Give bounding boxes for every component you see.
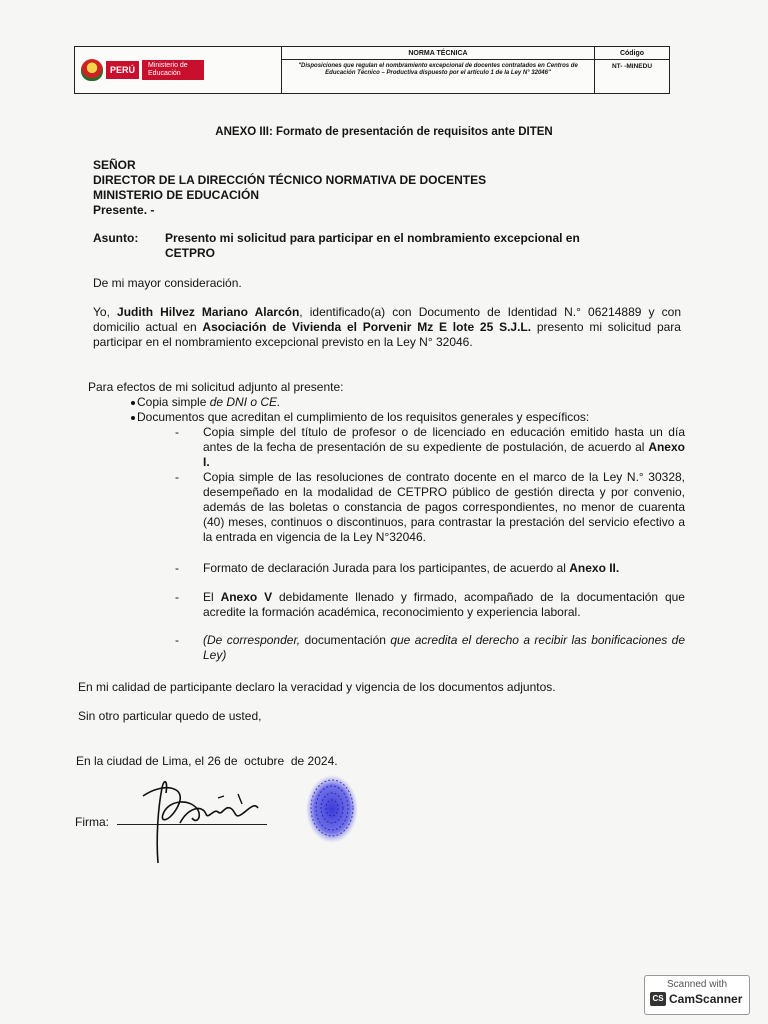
requirement-item (175, 590, 685, 620)
body-paragraph (93, 305, 681, 350)
dash: - (175, 470, 179, 484)
norm-title: NORMA TÉCNICA (282, 47, 594, 60)
item-text: Copia simple del título de profesor o de licenciado en educación emitido hasta un día antes de la fecha de presentación de su expediente de postulación, de acuerdo al (203, 425, 685, 454)
city-date-line (76, 754, 338, 769)
item-text: El (203, 590, 221, 604)
attachments-intro: Para efectos de mi solicitud adjunto al presente: (88, 380, 344, 394)
item-text: Copia simple de las resoluciones de contrato docente en el marco de la Ley N.° 30328, desempeñado en la modalidad de CETPRO público de gestión directa y por convenio, además de las boletas o constancia de pagos correspondientes, no menor de cuarenta (40) meses, continuos o discontinuos, para contrastar la prestación del servicio efectivo a la entrada en vigencia de la Ley N°32046. (203, 470, 685, 544)
bullet-text: Documentos que acreditan el cumplimiento de los requisitos generales y específicos: (137, 410, 590, 424)
subject-block (93, 231, 683, 261)
code-cell (595, 47, 669, 93)
coat-of-arms-icon (81, 59, 103, 81)
ministry-logo (75, 47, 282, 93)
date-month: octubre (244, 754, 285, 768)
scanned-with-text: Scanned with (666, 979, 728, 990)
item-italic: que acredita el derecho a recibir las bonificaciones de Ley) (203, 633, 686, 662)
bullet-item (131, 410, 589, 425)
requirement-item (175, 633, 685, 663)
body-text: , identificado(a) con Documento de Identidad N.° 06214889 y con domicilio actual en (93, 305, 681, 334)
item-italic: (De corresponder, (203, 633, 301, 647)
applicant-name: Judith Hilvez Mariano Alarcón (117, 305, 300, 319)
date-day: 26 (207, 754, 221, 768)
dash: - (175, 561, 179, 575)
subject-text-2: CETPRO (165, 246, 216, 260)
closing-farewell: Sin otro particular quedo de usted, (78, 709, 262, 723)
requirement-item (175, 470, 685, 545)
closing-statement: En mi calidad de participante declaro la veracidad y vigencia de los documentos adjuntos. (78, 680, 556, 694)
code-title: Código (595, 47, 669, 60)
code-value: NT- -MINEDU (611, 63, 653, 70)
camscanner-logo-icon: CS (650, 992, 666, 1006)
subject-text: Presento mi solicitud para participar en el nombramiento excepcional en (165, 231, 580, 245)
greeting: De mi mayor consideración. (93, 276, 242, 290)
subject-label: Asunto: (93, 231, 139, 245)
addressee-line: SEÑOR (93, 158, 136, 172)
fingerprint-icon (302, 772, 362, 847)
bullet-icon (131, 416, 135, 420)
dash: - (175, 633, 179, 647)
item-text: debidamente llenado y firmado, acompañado de la documentación que acredite la formación académica, reconocimiento y experiencia laboral. (203, 590, 685, 619)
handwritten-signature (118, 768, 268, 868)
addressee-line: MINISTERIO DE EDUCACIÓN (93, 188, 260, 202)
camscanner-watermark (644, 975, 750, 1015)
item-bold: Anexo II. (569, 561, 620, 575)
bullet-text: Copia simple (137, 395, 210, 409)
item-text: documentación (300, 633, 391, 647)
bullet-item (131, 395, 280, 410)
body-text: presento mi solicitud para participar en el nombramiento excepcional previsto en la Ley N° 32046. (93, 320, 681, 349)
header-table (74, 46, 670, 94)
addressee-block (93, 158, 486, 218)
document-title: ANEXO III: Formato de presentación de requisitos ante DITEN (215, 126, 553, 138)
body-text: Yo, (93, 305, 118, 319)
date-year: de 2024. (290, 754, 338, 768)
city-text: En la ciudad de Lima, el (76, 754, 205, 768)
norm-cell (282, 47, 595, 93)
addressee-line: DIRECTOR DE LA DIRECCIÓN TÉCNICO NORMATIVA DE DOCENTES (93, 173, 487, 187)
signature-label: Firma: (75, 815, 109, 829)
dash: - (175, 425, 179, 439)
item-text: Formato de declaración Jurada para los participantes, de acuerdo al (203, 561, 570, 575)
date-text: de (224, 754, 238, 768)
dash: - (175, 590, 179, 604)
item-bold: Anexo I. (203, 440, 685, 469)
camscanner-name: CamScanner (669, 992, 743, 1006)
requirement-item (175, 425, 685, 470)
requirement-item (175, 561, 685, 576)
peru-label: PERÚ (106, 61, 139, 79)
bullet-icon (131, 401, 135, 405)
applicant-address: Asociación de Vivienda el Porvenir Mz E lote 25 S.J.L. (202, 320, 532, 334)
bullet-text-italic: de DNI o CE. (209, 395, 281, 409)
addressee-line: Presente. - (93, 203, 155, 217)
ministry-label: Ministerio de Educación (142, 60, 204, 80)
item-bold: Anexo V (220, 590, 273, 604)
norm-description: "Disposiciones que regulan el nombramiento excepcional de docentes contratados en Centros de Educación Técnico – Productiva dispuesto por el artículo 1 de la Ley N° 32046" (298, 63, 578, 76)
